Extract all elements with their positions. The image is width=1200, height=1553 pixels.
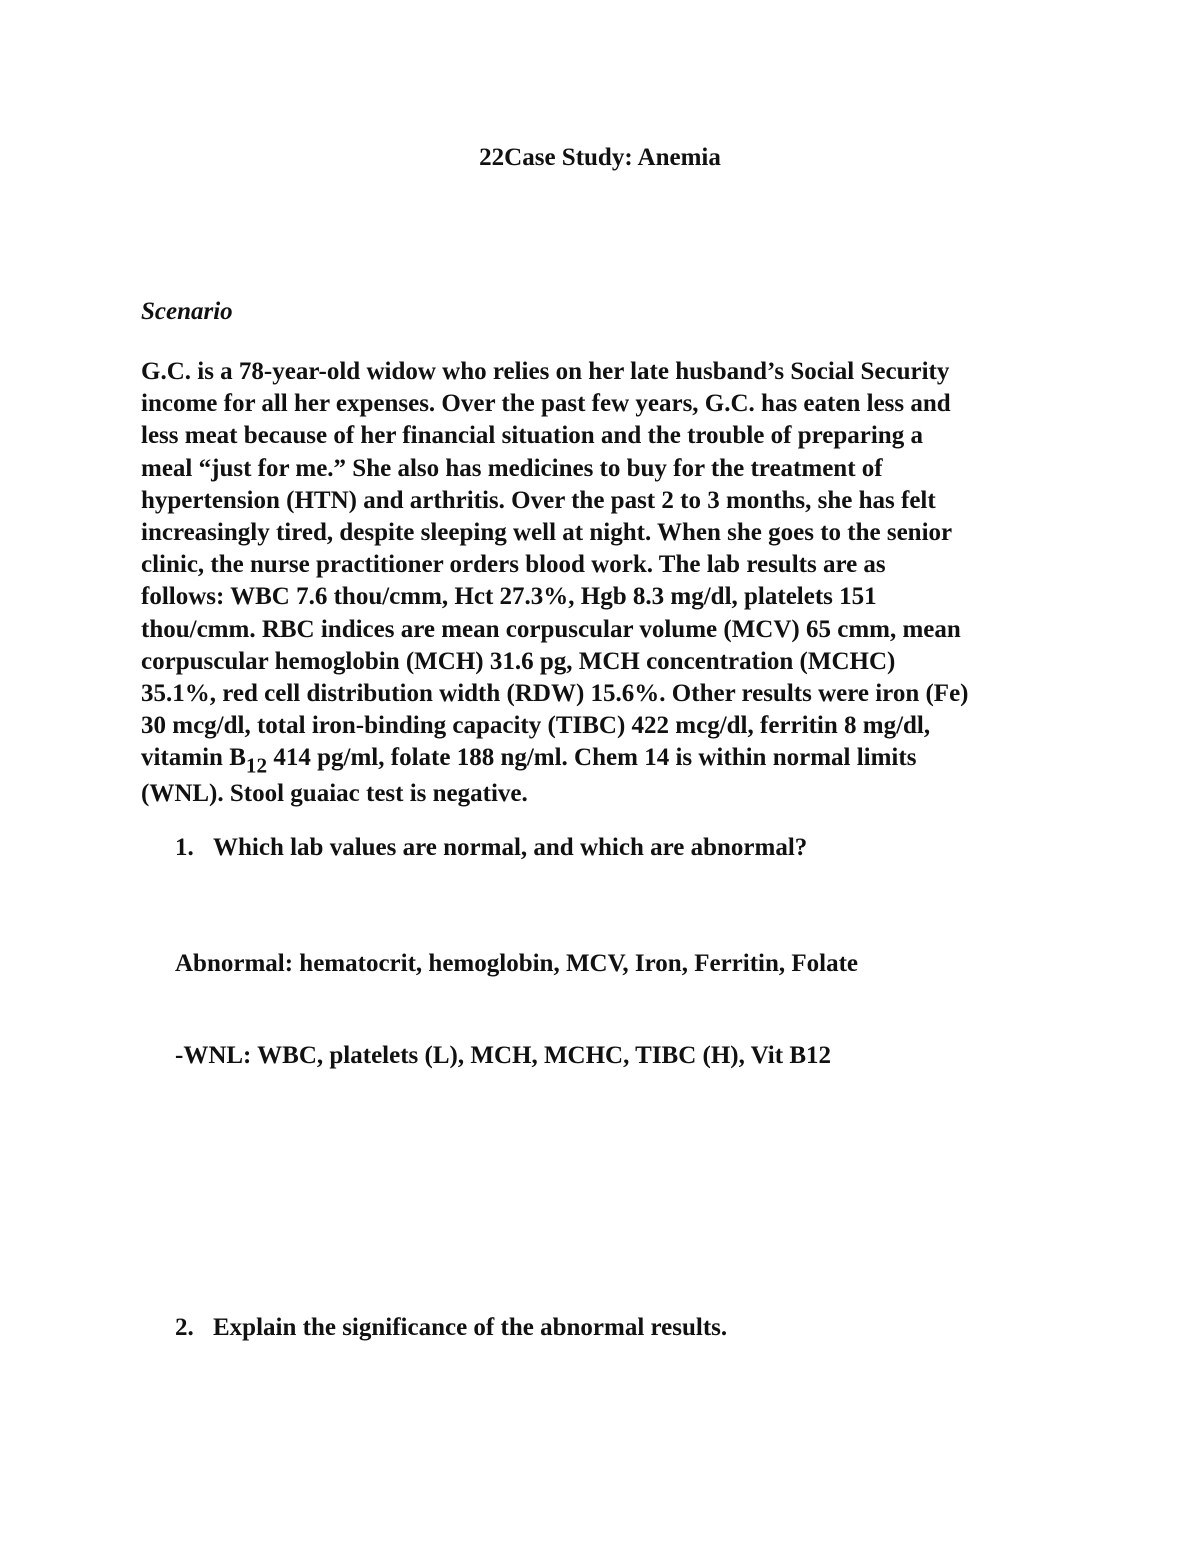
question-2 [175, 1312, 727, 1344]
scenario-line: increasingly tired, despite sleeping well at night. When she goes to the senior [141, 519, 953, 547]
scenario-line-last: (WNL). Stool guaiac test is negative. [141, 779, 528, 807]
document-title: 22Case Study: Anemia [479, 144, 721, 171]
question-number: 1. [175, 834, 194, 861]
scenario-line: corpuscular hemoglobin (MCH) 31.6 pg, MCH concentration (MCHC) [141, 647, 896, 675]
vitamin-subscript: 12 [245, 753, 268, 778]
scenario-line: 35.1%, red cell distribution width (RDW) 15.6%. Other results were iron (Fe) [141, 680, 969, 708]
question-text: Explain the significance of the abnormal results. [213, 1314, 728, 1341]
scenario-line: hypertension (HTN) and arthritis. Over the past 2 to 3 months, she has felt [141, 486, 936, 514]
scenario-paragraph [141, 356, 1071, 813]
scenario-line: 30 mcg/dl, total iron-binding capacity (TIBC) 422 mcg/dl, ferritin 8 mg/dl, [141, 712, 931, 740]
scenario-heading: Scenario [141, 298, 233, 325]
scenario-line: follows: WBC 7.6 thou/cmm, Hct 27.3%, Hgb 8.3 mg/dl, platelets 151 [141, 583, 877, 611]
scenario-line: clinic, the nurse practitioner orders blood work. The lab results are as [141, 551, 886, 579]
answer-abnormal: Abnormal: hematocrit, hemoglobin, MCV, Iron, Ferritin, Folate [175, 950, 859, 977]
scenario-line-vitamin [141, 742, 1071, 778]
scenario-line: G.C. is a 78-year-old widow who relies on her late husband’s Social Security [141, 358, 950, 385]
scenario-line: income for all her expenses. Over the past few years, G.C. has eaten less and [141, 390, 951, 418]
vitamin-suffix: 414 pg/ml, folate 188 ng/ml. Chem 14 is within normal limits [267, 744, 917, 772]
scenario-line: meal “just for me.” She also has medicines to buy for the treatment of [141, 454, 883, 482]
scenario-line: less meat because of her financial situation and the trouble of preparing a [141, 422, 923, 450]
question-text: Which lab values are normal, and which are abnormal? [213, 834, 808, 861]
scenario-line: thou/cmm. RBC indices are mean corpuscular volume (MCV) 65 cmm, mean [141, 615, 961, 643]
question-1 [175, 832, 807, 864]
vitamin-prefix: vitamin B [141, 744, 246, 772]
answer-wnl: -WNL: WBC, platelets (L), MCH, MCHC, TIBC (H), Vit B12 [175, 1042, 831, 1069]
question-number: 2. [175, 1314, 194, 1341]
